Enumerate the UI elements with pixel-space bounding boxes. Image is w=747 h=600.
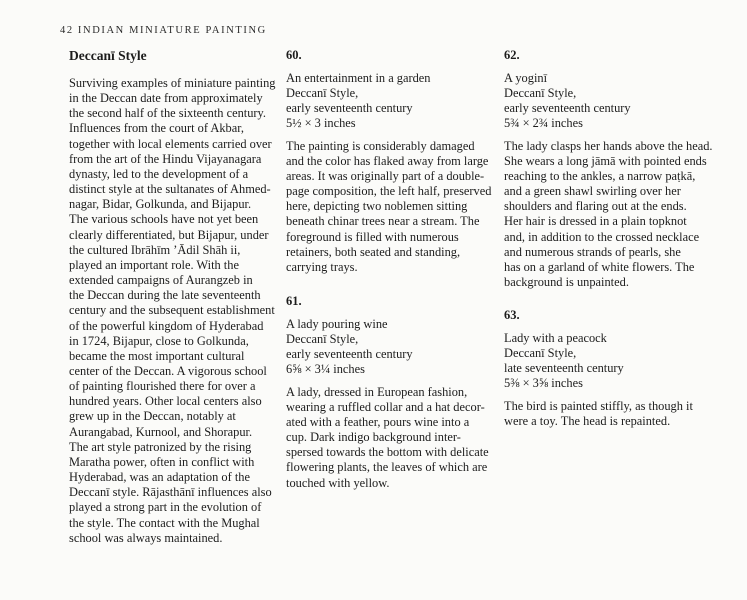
entry-description: The lady clasps her hands above the head. She wears a long jāmā with pointed ends reaching to the ankles, a narrow paṭkā, and a green shawl swirling over her shoulders and flaring out at the ends. Her hair is dressed in a plain topknot and, in addition to the crossed necklace and numerous strands of pearls, she has on a garland of white flowers. The background is unpainted. [504, 138, 713, 290]
section-body: Surviving examples of miniature painting in the Deccan date from approximately the second half of the sixteenth century. Influences from the court of Akbar, together with local elements carried over from the art of the Hindu Vijayanagara dynasty, led to the development of a distinct style at the sultanates of Ahmed- nagar, Bidar, Golkunda, and Bijapur. The various schools have not yet been clearly differentiated, but Bijapur, under the cultured Ibrāhīm ’Ādil Shāh ii, played an important role. With the extended campaigns of Aurangzeb in the Deccan during the late seventeenth century and the subsequent establishment of the powerful kingdom of Hyderabad in 1724, Bijapur, close to Golkunda, became the most important cultural center of the Deccan. A vigorous school of painting flourished there for over a hundred years. Other local centers also grew up in the Deccan, notably at Aurangabad, Kurnool, and Shorapur. The art style patronized by the rising Maratha power, often in conflict with Hyderabad, was an adaptation of the Deccanī style. Rājasthānī influences also played a strong part in the evolution of the style. The contact with the Mughal school was always maintained. [69, 76, 276, 545]
running-head: 42 INDIAN MINIATURE PAINTING [60, 25, 267, 36]
entry-number: 63. [504, 308, 520, 322]
entry-60 [286, 48, 492, 275]
entry-description: A lady, dressed in European fashion, wearing a ruffled collar and a hat decor- ated with a feather, pours wine into a cup. Dark indigo background inter- spersed towards the bottom with delicate flowering plants, the leaves of which are touched with yellow. [286, 384, 489, 490]
entry-caption: Lady with a peacock Deccanī Style, late seventeenth century 5⅜ × 3⅝ inches [504, 331, 624, 391]
entry-caption: A yoginī Deccanī Style, early seventeenth century 5¾ × 2¾ inches [504, 71, 631, 131]
entry-caption: An entertainment in a garden Deccanī Style, early seventeenth century 5½ × 3 inches [286, 71, 431, 131]
entry-61 [286, 294, 492, 491]
entry-number: 61. [286, 294, 302, 308]
entry-number: 62. [504, 48, 520, 62]
entry-62 [504, 48, 726, 290]
entry-63 [504, 308, 726, 429]
section-title: Deccanī Style [69, 48, 147, 63]
entry-description: The painting is considerably damaged and the color has flaked away from large areas. It was originally part of a double- page composition, the left half, preserved here, depicting two noblemen sitting beneath chinar trees near a stream. The foreground is filled with numerous retainers, both seated and standing, carrying trays. [286, 138, 492, 274]
entry-number: 60. [286, 48, 302, 62]
entry-caption: A lady pouring wine Deccanī Style, early seventeenth century 6⅝ × 3¼ inches [286, 317, 413, 377]
column-introduction [69, 48, 279, 546]
entry-description: The bird is painted stiffly, as though it were a toy. The head is repainted. [504, 398, 693, 428]
